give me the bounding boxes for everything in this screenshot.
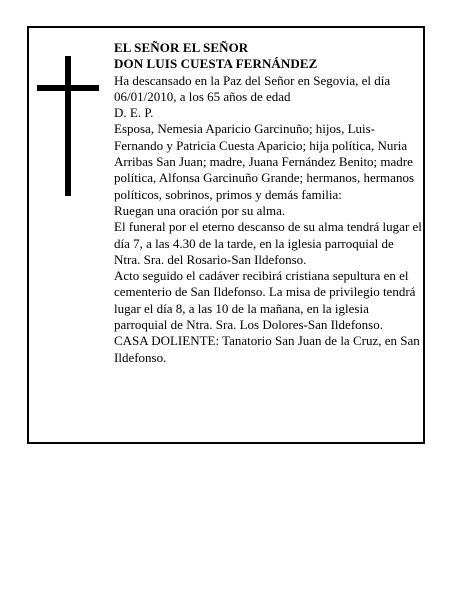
heading-title: EL SEÑOR EL SEÑOR	[114, 40, 249, 55]
family-text: Esposa, Nemesia Aparicio Garcinuño; hijos, Luis-Fernando y Patricia Cuesta Aparicio; hija política, Nuria Arribas San Juan; madre, Juana Fernández Benito; madre política, Alfonsa Garcinuño Grande; hermanos, hermanos políticos, sobrinos, primos y demás familia:	[114, 121, 414, 202]
death-notice-text: Ha descansado en la Paz del Señor en Segovia, el día 06/01/2010, a los 65 años de edad	[114, 72, 391, 104]
cross-icon	[37, 56, 99, 196]
funeral-text: El funeral por el eterno descanso de su alma tendrá lugar el día 7, a las 4.30 de la tarde, en la iglesia parroquial de Ntra. Sra. del Rosario-San Ildefonso.	[114, 219, 422, 267]
prayer-text: Ruegan una oración por su alma.	[114, 202, 286, 218]
cross-vertical-bar	[65, 56, 71, 196]
rip-text: D. E. P.	[114, 105, 154, 121]
mourning-house-text: CASA DOLIENTE: Tanatorio San Juan de la Cruz, en San Ildefonso.	[114, 333, 420, 365]
burial-text: Acto seguido el cadáver recibirá cristiana sepultura en el cementerio de San Ildefonso. La misa de privilegio tendrá lugar el día 8, a las 10 de la mañana, en la iglesia parroquial de Ntra. Sra. Los Dolores-San Ildefonso.	[114, 268, 416, 333]
cross-horizontal-bar	[37, 85, 99, 91]
deceased-name: DON LUIS CUESTA FERNÁNDEZ	[114, 56, 318, 72]
obituary-text	[114, 40, 422, 366]
